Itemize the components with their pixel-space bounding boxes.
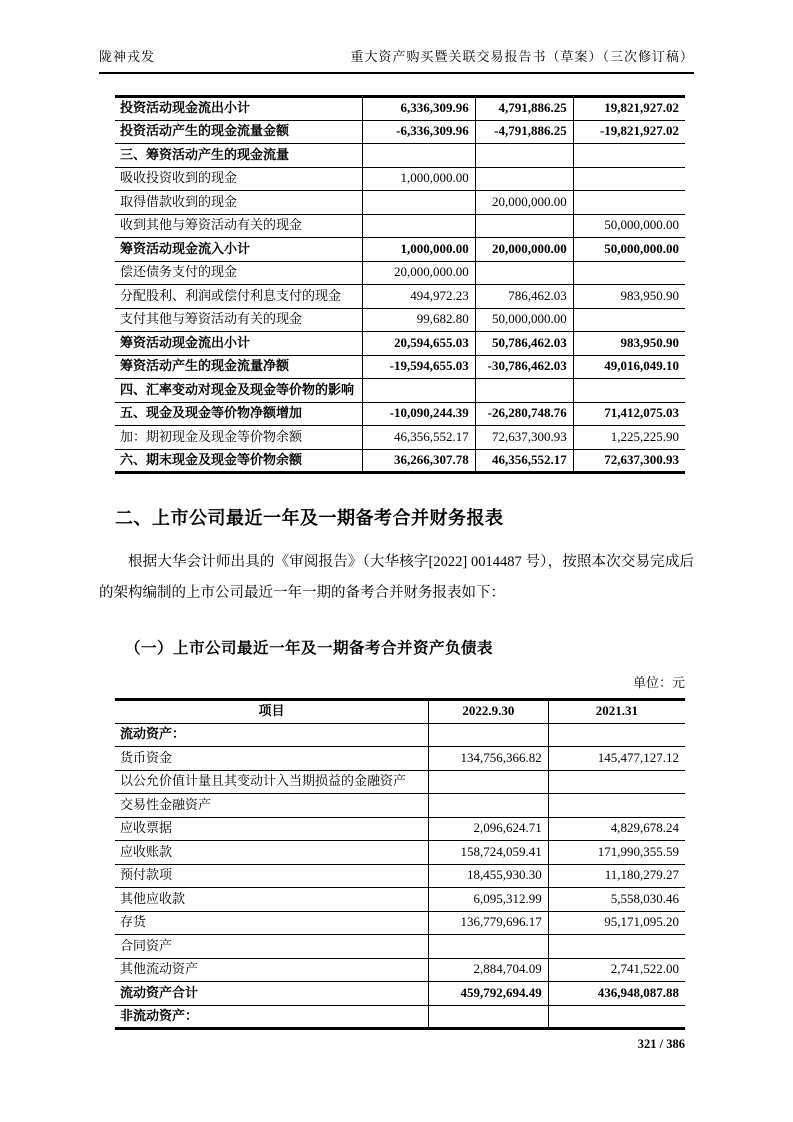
row-value: 158,724,059.41 — [429, 841, 549, 865]
row-value — [475, 167, 573, 191]
table-row — [115, 864, 685, 888]
row-value — [573, 308, 685, 332]
column-header-2022-9-30: 2022.9.30 — [429, 700, 549, 724]
row-value — [475, 214, 573, 238]
table-row — [115, 144, 685, 168]
row-label: 筹资活动现金流入小计 — [115, 238, 363, 262]
row-value: 50,786,462.03 — [475, 332, 573, 356]
table-row — [115, 841, 685, 865]
table-row — [115, 770, 685, 794]
table-row — [115, 191, 685, 215]
row-label: 筹资活动现金流出小计 — [115, 332, 363, 356]
table-row — [115, 888, 685, 912]
row-value — [573, 379, 685, 403]
row-value: 50,000,000.00 — [475, 308, 573, 332]
row-label: 流动资产合计 — [115, 982, 429, 1006]
balance-sheet-table — [115, 698, 685, 1030]
row-value: 11,180,279.27 — [548, 864, 685, 888]
row-value — [363, 214, 475, 238]
row-value — [363, 191, 475, 215]
row-value: -4,791,886.25 — [475, 120, 573, 144]
row-value: 134,756,366.82 — [429, 747, 549, 771]
row-value: 99,682.80 — [363, 308, 475, 332]
row-value — [475, 379, 573, 403]
table-row — [115, 285, 685, 309]
table-row — [115, 723, 685, 747]
row-label: 预付款项 — [115, 864, 429, 888]
row-value: -26,280,748.76 — [475, 402, 573, 426]
row-value: 145,477,127.12 — [548, 747, 685, 771]
row-value — [573, 191, 685, 215]
column-header-2021-31: 2021.31 — [548, 700, 685, 724]
table-row — [115, 379, 685, 403]
header-report-title: 重大资产购买暨关联交易报告书（草案）（三次修订稿） — [350, 49, 694, 64]
table-row — [115, 308, 685, 332]
row-value — [429, 794, 549, 818]
column-header-item: 项目 — [115, 700, 429, 724]
row-label: 加：期初现金及现金等价物余额 — [115, 426, 363, 450]
row-value — [429, 770, 549, 794]
row-value: 50,000,000.00 — [573, 214, 685, 238]
row-label: 其他应收款 — [115, 888, 429, 912]
row-value — [548, 1005, 685, 1029]
row-value: 6,336,309.96 — [363, 97, 475, 121]
table-row — [115, 167, 685, 191]
table-row — [115, 911, 685, 935]
row-value: 46,356,552.17 — [475, 449, 573, 473]
row-value — [429, 1005, 549, 1029]
row-value — [363, 379, 475, 403]
row-value: 20,000,000.00 — [475, 191, 573, 215]
row-label: 六、期末现金及现金等价物余额 — [115, 449, 363, 473]
page-number: 321 / 386 — [637, 1037, 685, 1051]
table-row — [115, 747, 685, 771]
row-value: 459,792,694.49 — [429, 982, 549, 1006]
row-value: 436,948,087.88 — [548, 982, 685, 1006]
row-label: 投资活动产生的现金流量金额 — [115, 120, 363, 144]
row-value: 95,171,095.20 — [548, 911, 685, 935]
row-label: 三、筹资活动产生的现金流量 — [115, 144, 363, 168]
table-row — [115, 238, 685, 262]
row-value: 20,000,000.00 — [475, 238, 573, 262]
row-value: 20,000,000.00 — [363, 261, 475, 285]
row-value: 1,000,000.00 — [363, 167, 475, 191]
row-value: -10,090,244.39 — [363, 402, 475, 426]
row-label: 流动资产： — [115, 723, 429, 747]
row-value: 4,829,678.24 — [548, 817, 685, 841]
table-row — [115, 982, 685, 1006]
row-value: 71,412,075.03 — [573, 402, 685, 426]
row-value — [548, 794, 685, 818]
row-value: 49,016,049.10 — [573, 355, 685, 379]
table-row — [115, 935, 685, 959]
row-label: 筹资活动产生的现金流量净额 — [115, 355, 363, 379]
running-header — [99, 46, 694, 74]
cash-flow-table — [115, 95, 685, 474]
row-label: 非流动资产： — [115, 1005, 429, 1029]
row-label: 吸收投资收到的现金 — [115, 167, 363, 191]
table-row — [115, 355, 685, 379]
row-value: 46,356,552.17 — [363, 426, 475, 450]
row-value: 18,455,930.30 — [429, 864, 549, 888]
row-value: 136,779,696.17 — [429, 911, 549, 935]
table-header-row — [115, 700, 685, 724]
row-label: 存货 — [115, 911, 429, 935]
table-row — [115, 817, 685, 841]
table-row — [115, 426, 685, 450]
row-value: 4,791,886.25 — [475, 97, 573, 121]
section-title: 二、上市公司最近一年及一期备考合并财务报表 — [115, 508, 504, 528]
row-value: 50,000,000.00 — [573, 238, 685, 262]
table-row — [115, 332, 685, 356]
unit-label: 单位：元 — [632, 675, 685, 690]
row-value: -30,786,462.03 — [475, 355, 573, 379]
row-value — [548, 935, 685, 959]
row-value: 6,095,312.99 — [429, 888, 549, 912]
table-row — [115, 261, 685, 285]
table-row — [115, 794, 685, 818]
table-row — [115, 1005, 685, 1029]
row-value: 20,594,655.03 — [363, 332, 475, 356]
row-label: 投资活动现金流出小计 — [115, 97, 363, 121]
row-value: 1,225,225.90 — [573, 426, 685, 450]
row-value — [475, 261, 573, 285]
row-value: -19,594,655.03 — [363, 355, 475, 379]
row-value — [548, 723, 685, 747]
row-value: 2,741,522.00 — [548, 958, 685, 982]
row-label: 偿还债务支付的现金 — [115, 261, 363, 285]
row-value: -6,336,309.96 — [363, 120, 475, 144]
table-row — [115, 449, 685, 473]
row-label: 合同资产 — [115, 935, 429, 959]
row-label: 应收账款 — [115, 841, 429, 865]
row-value: 983,950.90 — [573, 332, 685, 356]
row-value — [429, 723, 549, 747]
row-value: 19,821,927.02 — [573, 97, 685, 121]
row-label: 以公允价值计量且其变动计入当期损益的金融资产 — [115, 770, 429, 794]
row-value: 494,972.23 — [363, 285, 475, 309]
row-value: 1,000,000.00 — [363, 238, 475, 262]
row-value: 983,950.90 — [573, 285, 685, 309]
row-value: -19,821,927.02 — [573, 120, 685, 144]
header-company-name: 陇神戎发 — [99, 49, 156, 64]
row-value: 2,096,624.71 — [429, 817, 549, 841]
row-value — [573, 261, 685, 285]
row-label: 取得借款收到的现金 — [115, 191, 363, 215]
row-value — [573, 144, 685, 168]
row-value: 2,884,704.09 — [429, 958, 549, 982]
row-label: 应收票据 — [115, 817, 429, 841]
row-label: 四、汇率变动对现金及现金等价物的影响 — [115, 379, 363, 403]
table-row — [115, 214, 685, 238]
row-label: 支付其他与筹资活动有关的现金 — [115, 308, 363, 332]
row-value: 72,637,300.93 — [573, 449, 685, 473]
row-value — [573, 167, 685, 191]
body-paragraph: 根据大华会计师出具的《审阅报告》（大华核字[2022] 0014487 号），按照本次交易完成后的架构编制的上市公司最近一年一期的备考合并财务报表如下： — [99, 554, 694, 601]
row-value — [548, 770, 685, 794]
row-label: 分配股利、利润或偿付利息支付的现金 — [115, 285, 363, 309]
row-label: 收到其他与筹资活动有关的现金 — [115, 214, 363, 238]
row-label: 五、现金及现金等价物净额增加 — [115, 402, 363, 426]
row-value: 5,558,030.46 — [548, 888, 685, 912]
row-label: 其他流动资产 — [115, 958, 429, 982]
row-value: 171,990,355.59 — [548, 841, 685, 865]
table-row — [115, 97, 685, 121]
table-row — [115, 402, 685, 426]
row-value — [475, 144, 573, 168]
row-value: 72,637,300.93 — [475, 426, 573, 450]
row-value — [429, 935, 549, 959]
row-value: 786,462.03 — [475, 285, 573, 309]
row-value: 36,266,307.78 — [363, 449, 475, 473]
table-row — [115, 120, 685, 144]
subsection-title: （一）上市公司最近一年及一期备考合并资产负债表 — [125, 640, 494, 657]
table-row — [115, 958, 685, 982]
row-value — [363, 144, 475, 168]
row-label: 交易性金融资产 — [115, 794, 429, 818]
row-label: 货币资金 — [115, 747, 429, 771]
